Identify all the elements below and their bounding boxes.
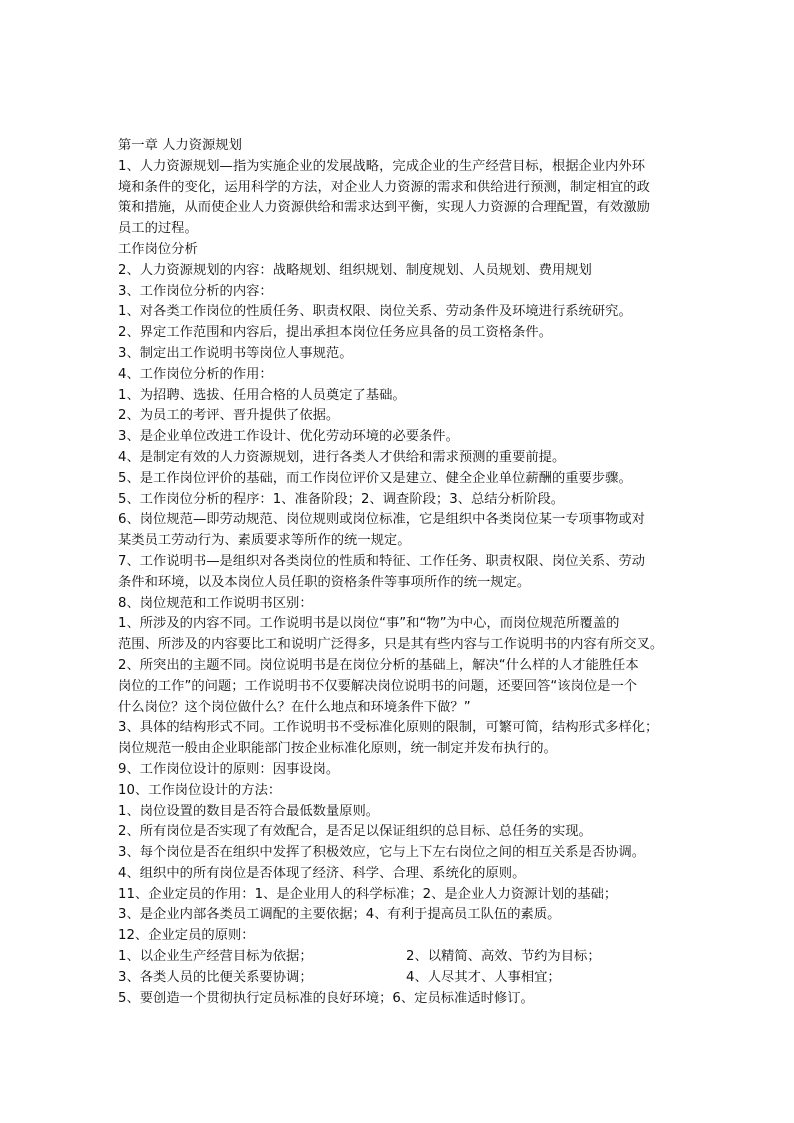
principle-item: 1、以企业生产经营目标为依据； [118,949,313,965]
text-line: 10、工作岗位设计的方法： [118,782,282,798]
text-line: 3、具体的结构形式不同。工作说明书不受标准化原则的限制，可繁可简，结构形式多样化； [118,720,659,736]
chapter-heading: 第一章 人力资源规划 [118,138,242,153]
text-line: 3、工作岗位分析的内容： [118,283,273,299]
text-line: 2、所有岗位是否实现了有效配合，是否足以保证组织的总目标、总任务的实现。 [118,824,592,840]
section-heading: 工作岗位分析 [118,241,198,257]
principle-item: 2、以精简、高效、节约为目标； [406,949,601,965]
text-line: 岗位的工作”的问题；工作说明书不仅要解决岗位说明书的问题，还要回答“该岗位是一个 [118,678,638,694]
text-line: 8、岗位规范和工作说明书区别： [118,595,313,611]
text-line: 5、工作岗位分析的程序：1、准备阶段；2、调查阶段；3、总结分析阶段。 [118,491,565,507]
text-line: 条件和环境，以及本岗位人员任职的资格条件等事项所作的统一规定。 [118,574,531,590]
paragraph-line: 策和措施，从而使企业人力资源供给和需求达到平衡，实现人力资源的合理配置，有效激励 [118,200,650,216]
text-line: 4、组织中的所有岗位是否体现了经济、科学、合理、系统化的原则。 [118,865,526,881]
text-line: 2、所突出的主题不同。岗位说明书是在岗位分析的基础上，解决“什么样的人才能胜任本 [118,657,639,673]
text-line: 5、是工作岗位评价的基础，而工作岗位评价又是建立、健全企业单位薪酬的重要步骤。 [118,470,632,486]
principle-row [118,947,688,968]
text-line: 3、每个岗位是否在组织中发挥了积极效应，它与上下左右岗位之间的相互关系是否协调。 [118,845,646,861]
text-line: 7、工作说明书—是组织对各类岗位的性质和特征、工作任务、职责权限、岗位关系、劳动 [118,553,646,569]
text-line: 4、是制定有效的人力资源规划，进行各类人才供给和需求预测的重要前提。 [118,449,566,465]
text-line: 1、岗位设置的数目是否符合最低数量原则。 [118,803,380,819]
text-line: 3、制定出工作说明书等岗位人事规范。 [118,345,353,361]
principle-row [118,968,688,989]
principle-item: 3、各类人员的比便关系要协调； [118,969,313,985]
text-line: 3、是企业内部各类员工调配的主要依据；4、有利于提高员工队伍的素质。 [118,907,561,923]
text-line: 9、工作岗位设计的原则：因事设岗。 [118,761,340,777]
text-line: 范围、所涉及的内容要比工和说明广泛得多，只是其有些内容与工作说明书的内容有所交叉。 [118,637,664,653]
text-line: 5、要创造一个贯彻执行定员标准的良好环境；6、定员标准适时修订。 [118,990,534,1006]
principle-item: 4、人尽其才、人事相宜； [406,969,561,985]
document-page [118,136,688,1009]
paragraph-line: 境和条件的变化，运用科学的方法，对企业人力资源的需求和供给进行预测，制定相宜的政 [118,179,650,195]
text-line: 12、企业定员的原则： [118,928,255,944]
text-line: 岗位规范一般由企业职能部门按企业标准化原则，统一制定并发布执行的。 [118,741,557,757]
text-line: 1、所涉及的内容不同。工作说明书是以岗位“事”和“物”为中心，而岗位规范所覆盖的 [118,616,620,632]
text-line: 什么岗位？这个岗位做什么？在什么地点和环境条件下做？” [118,699,471,715]
text-line: 1、为招聘、选拔、任用合格的人员奠定了基础。 [118,387,406,403]
text-line: 4、工作岗位分析的作用： [118,366,273,382]
text-line: 2、为员工的考评、晋升提供了依据。 [118,408,340,424]
text-line: 3、是企业单位改进工作设计、优化劳动环境的必要条件。 [118,429,459,445]
text-line: 2、界定工作范围和内容后，提出承担本岗位任务应具备的员工资格条件。 [118,325,552,341]
text-line: 某类员工劳动行为、素质要求等所作的统一规定。 [118,533,411,549]
text-line: 11、企业定员的作用：1、是企业用人的科学标准；2、是企业人力资源计划的基础； [118,886,618,902]
text-line: 6、岗位规范—即劳动规范、岗位规则或岗位标准，它是组织中各类岗位某一专项事物或对 [118,512,646,528]
paragraph-line: 1、人力资源规划—指为实施企业的发展战略，完成企业的生产经营目标，根据企业内外环 [118,158,646,174]
text-line: 2、人力资源规划的内容：战略规划、组织规划、制度规划、人员规划、费用规划 [118,262,592,278]
paragraph-line: 员工的过程。 [118,221,198,237]
text-line: 1、对各类工作岗位的性质任务、职责权限、岗位关系、劳动条件及环境进行系统研究。 [118,304,632,320]
